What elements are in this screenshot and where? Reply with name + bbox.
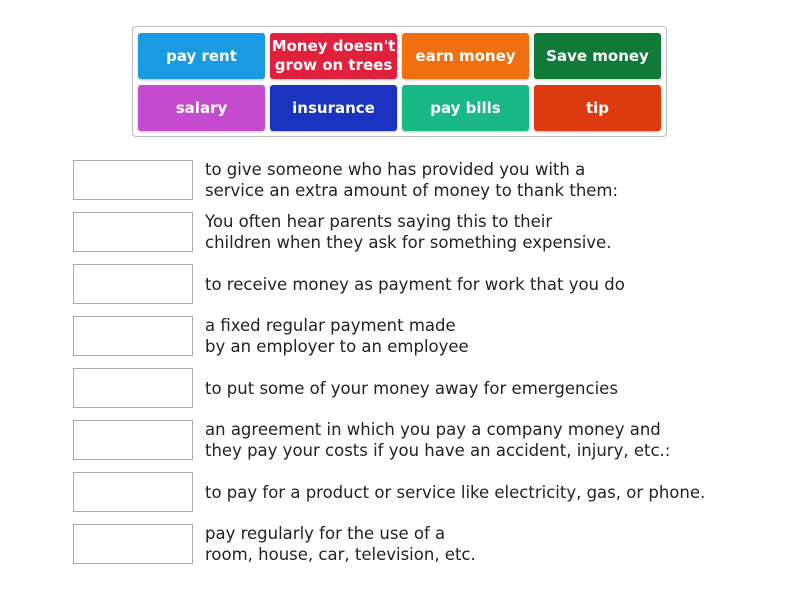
answer-tile[interactable]: insurance xyxy=(270,85,397,131)
definition-text: to pay for a product or service like electricity, gas, or phone. xyxy=(205,482,706,502)
definition-text: to give someone who has provided you with a service an extra amount of money to thank them: xyxy=(205,160,619,200)
definition-text: an agreement in which you pay a company money and they pay your costs if you have an accident, injury, etc.: xyxy=(205,420,671,460)
drop-target-box[interactable] xyxy=(73,160,193,200)
drop-target-box[interactable] xyxy=(73,420,193,460)
definition-text: to put some of your money away for emergencies xyxy=(205,378,618,398)
word-bank xyxy=(132,26,667,137)
definition-text: pay regularly for the use of a room, house, car, television, etc. xyxy=(205,524,476,564)
drop-target-box[interactable] xyxy=(73,316,193,356)
drop-target-box[interactable] xyxy=(73,524,193,564)
answer-tile[interactable]: salary xyxy=(138,85,265,131)
drop-target-box[interactable] xyxy=(73,264,193,304)
answer-tile[interactable]: tip xyxy=(534,85,661,131)
answer-tile[interactable]: earn money xyxy=(402,33,529,79)
drop-target-box[interactable] xyxy=(73,472,193,512)
definition-text: You often hear parents saying this to their children when they ask for something expensive. xyxy=(205,212,612,252)
definition-text: to receive money as payment for work that you do xyxy=(205,274,625,294)
answer-tile[interactable]: Money doesn't grow on trees xyxy=(270,33,397,79)
answer-tile[interactable]: pay rent xyxy=(138,33,265,79)
answer-tile[interactable]: Save money xyxy=(534,33,661,79)
drop-target-box[interactable] xyxy=(73,212,193,252)
answer-tile[interactable]: pay bills xyxy=(402,85,529,131)
definition-text: a fixed regular payment made by an employer to an employee xyxy=(205,316,469,356)
drop-target-box[interactable] xyxy=(73,368,193,408)
